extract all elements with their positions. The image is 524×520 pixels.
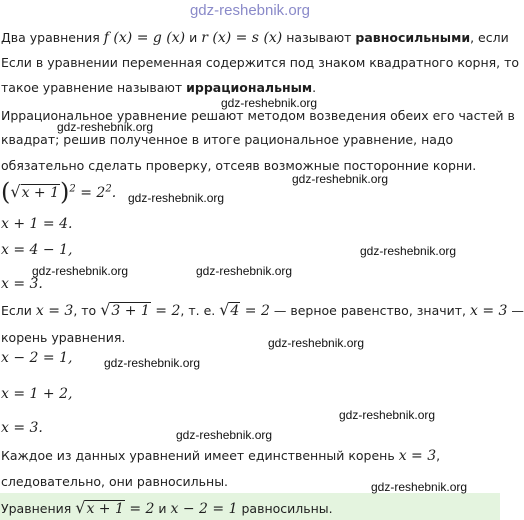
equation2-step-3: x = 3. <box>1 420 43 436</box>
definition-line-2: Если в уравнении переменная содержится под знаком квадратного корня, то <box>1 55 520 70</box>
answer-line: Уравнения √x + 1 = 2 и x − 2 = 1 равносильны. <box>1 498 333 517</box>
watermark: gdz-reshebnik.org <box>371 480 468 494</box>
method-line-1: Иррациональное уравнение решают методом возведения обеих его частей в <box>1 108 515 123</box>
watermark: gdz-reshebnik.org <box>57 120 154 134</box>
method-line-2: квадрат; решив полученное в итоге рациональное уравнение, надо <box>1 132 454 147</box>
answer-box <box>0 493 500 520</box>
equation-step-3: x = 3. <box>1 276 43 292</box>
definition-line-3: такое уравнение называют иррациональным. <box>1 80 317 95</box>
watermark: gdz-reshebnik.org <box>32 264 129 278</box>
equation2-step-1: x − 2 = 1, <box>1 350 73 366</box>
equation-squared: $(√x + 1)^2 = 2^2$. <box>1 178 117 206</box>
watermark: gdz-reshebnik.org <box>268 336 365 350</box>
watermark: gdz-reshebnik.org <box>176 428 273 442</box>
check-line-2: корень уравнения. <box>1 330 126 345</box>
watermark: gdz-reshebnik.org <box>360 244 457 258</box>
summary-line-1: Каждое из данных уравнений имеет единственный корень x = 3, <box>1 448 441 464</box>
summary-line-2: следовательно, они равносильны. <box>1 474 229 489</box>
method-line-3: обязательно сделать проверку, отсеяв возможные посторонние корни. <box>1 158 477 173</box>
equation-step-2: x = 4 − 1, <box>1 242 73 258</box>
equation2-step-2: x = 1 + 2, <box>1 386 73 402</box>
equation-step-1: x + 1 = 4. <box>1 216 73 232</box>
watermark: gdz-reshebnik.org <box>104 356 201 370</box>
watermark: gdz-reshebnik.org <box>339 408 436 422</box>
definition-line-1: Два уравнения f (x) = g (x) и r (x) = s (x) называют равносильными, если <box>1 30 509 46</box>
watermark: gdz-reshebnik.org <box>292 172 389 186</box>
watermark-header: gdz-reshebnik.org <box>189 2 311 19</box>
check-line-1: Если x = 3, то √3 + 1 = 2, т. е. √4 = 2 — верное равенство, значит, x = 3 — <box>1 300 524 319</box>
watermark: gdz-reshebnik.org <box>196 264 293 278</box>
watermark: gdz-reshebnik.org <box>221 96 318 110</box>
watermark: gdz-reshebnik.org <box>128 191 225 205</box>
